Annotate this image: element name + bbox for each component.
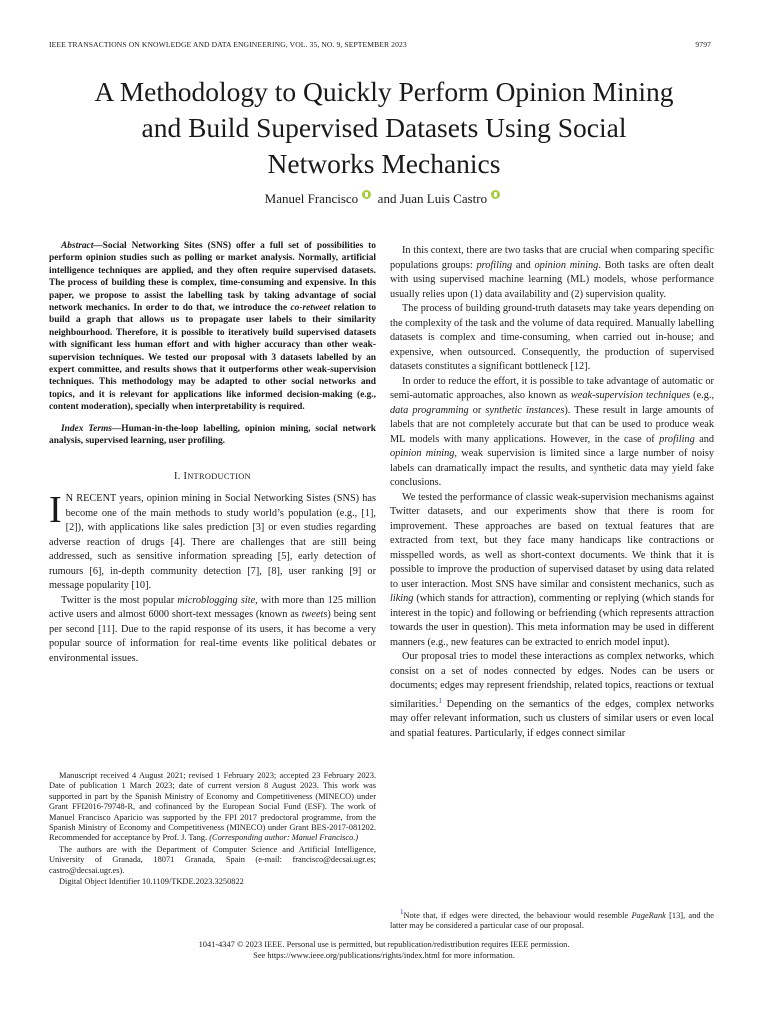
paragraph-text: In this context, there are two tasks that are crucial when comparing specific populations groups:: [390, 245, 714, 271]
emphasis: profiling: [659, 433, 695, 445]
body-paragraph: [390, 375, 714, 491]
section-name: NTRODUCTION: [187, 471, 251, 481]
section-heading: [49, 470, 376, 485]
paper-title: [40, 74, 728, 182]
author-joiner: and: [377, 191, 397, 206]
paragraph-text: In order to reduce the effort, it is possible to take advantage of automatic or semi-automatic approaches, also known as: [390, 375, 714, 401]
copyright-line: 1041-4347 © 2023 IEEE. Personal use is permitted, but republication/redistribution requires IEEE permission.: [198, 940, 570, 949]
paragraph-text: and: [699, 433, 715, 445]
footnote-text: Note that, if edges were directed, the behaviour would resemble: [403, 911, 629, 920]
paragraph-text: Twitter is the most popular: [61, 594, 175, 606]
title-line: Networks Mechanics: [267, 148, 501, 179]
corresponding-author: (Corresponding author: Manuel Francisco.): [209, 833, 359, 843]
emphasis: data programming: [390, 404, 469, 416]
intro-paragraph: [49, 594, 376, 667]
right-column: [390, 244, 714, 741]
author-name: Juan Luis Castro: [399, 191, 488, 206]
orcid-icon[interactable]: [491, 190, 500, 199]
abstract-text: relation to build a graph that allows us to propagate user labels to their similarity neighbourhood. Therefore, it is possible to iteratively build supervised datasets with significant less human effort and with higher accuracy than other weak-supervision techniques. We tested our proposal with 3 datasets labelled by an expert committee, and results shows that it outperforms other weak-supervision techniques. This methodology may be adapted to other social networks and topics, and it is relevant for applications like informed decision-making (e.g., content moderation), specially when interpretability is required.: [49, 303, 377, 413]
emphasis: tweets: [301, 609, 328, 620]
orcid-icon[interactable]: [362, 190, 371, 199]
paragraph-text: (e.g.,: [693, 390, 715, 401]
affiliation-note: The authors are with the Department of Computer Science and Artificial Intelligence, University of Granada, 18071 Granada, Spain (e-mail: francisco@decsai.ugr.es; castro@decsai.ugr.es).: [49, 844, 376, 875]
emphasis: opinion mining: [534, 259, 599, 271]
body-paragraph: The process of building ground-truth datasets may take years depending on the complexity of the task and the volume of data required. Manually labelling datasets is complex and time-consuming, when carried out in-house; and expensive, when outsourced. Consequently, the production of supervised datasets constitutes a significant bottleneck [12].: [390, 303, 714, 372]
paragraph-text: ). These result in large amounts of labels that are not completely accurate but that can be used to produce weak ML models with many applications. However, in the case of: [390, 404, 714, 445]
emphasis: profiling: [476, 259, 513, 271]
paragraph-text: or: [472, 404, 482, 416]
footnote-marker[interactable]: 1: [438, 696, 442, 705]
abstract-text: Social Networking Sites (SNS) offer a full set of possibilities to perform opinion studies such as polling or market analysis. Normally, artificial intelligence techniques are applied, and they often require supervised datasets. The process of building these is complex, time-consuming and expensive. In this paper, we propose to assist the labelling task by taking advantage of social network mechanics. In order to do that, we introduce the: [49, 241, 376, 314]
body-paragraph: [390, 650, 714, 741]
paragraph-text: Depending on the semantics of the edges, complex networks may offer relevant information, such us clusters of similar users or even local and spatial features. Particularly, if edges connect similar: [390, 698, 714, 739]
footnote-number: 1: [400, 908, 404, 916]
body-paragraph: [390, 244, 714, 302]
paragraph-text: , with more than 125 million active users and almost 6000 short-text messages (known as: [49, 594, 376, 620]
section-initial: I: [183, 470, 188, 482]
footnote-text: Manuscript received 4 August 2021; revised 1 February 2023; accepted 23 February 2023. Date of publication 1 March 2023; date of current version 8 August 2023. This work was supported in part by the Spanish Ministry of Economy and Competitiveness (MINECO) under Grant FFI2016-79748-R, and cofinanced by the European Social Fund (ESF). The work of Manuel Francisco Aparicio was supported by the FPI 2017 predoctoral programme, from the Spanish Ministry of Economy and Competitiveness (MINECO) under Grant BES-2017-081202. Recommended for acceptance by Prof. J. Tang.: [49, 771, 376, 843]
section-number: I.: [173, 470, 181, 482]
author-list: [40, 190, 728, 207]
paragraph-text: We tested the performance of classic weak-supervision mechanisms against Twitter datasets, and our experiments show that there is room for improvement. These approaches are based on textual features that are extracted from text, but they face many handicaps like contractions or misspelled words, as well as short-context documents. We think that it is possible to improve the production of supervised dataset by using data related to user interaction. Most SNS have similar and consistent mechanics, such as: [390, 491, 714, 590]
paragraph-text: ) being sent per second [11]. Due to the rapid response of its users, it has become a very popular source of information for real-time events like political debates or environmental issues.: [49, 609, 377, 664]
abstract: Abstract—Social Networking Sites (SNS) offer a full set of possibilities to perform opinion studies such as polling or market analysis. Normally, artificial intelligence techniques are applied, and they often require supervised datasets. The process of building these is complex, time-consuming and expensive. In this paper, we propose to assist the labelling task by taking advantage of social network mechanics. In order to do that, we introduce the co-retweet relation to build a graph that allows us to propagate user labels to their similarity neighbourhood. Therefore, it is possible to iteratively build supervised datasets with significant less human effort and with higher accuracy than other weak-supervision techniques. We tested our proposal with 3 datasets labelled by an expert committee, and results shows that it outperforms other weak-supervision techniques. This methodology may be adapted to other social networks and topics, and it is relevant for applications like informed decision-making (e.g., content moderation), specially when interpretability is required.: [49, 241, 377, 413]
body-paragraph: [390, 491, 714, 651]
copyright-notice: [40, 939, 728, 961]
title-line: and Build Supervised Datasets Using Social: [141, 112, 627, 143]
manuscript-note: [49, 771, 376, 844]
author-name: Manuel Francisco: [264, 191, 359, 206]
paragraph-text: and: [515, 259, 531, 271]
paragraph-text: N RECENT years, opinion mining in Social Networking Sistes (SNS) has become one of the main methods to study world’s population (e.g., [1], [2]), with applications like sales prediction [3] or even studies regarding adverse reaction of drugs [4]. There are challenges that are still being addressed, such as sensitive information spreading [5], early detection of rumours [6], in-depth community detection [7], [8], user ranking [9] or message popularity [10].: [49, 493, 376, 591]
paragraph-text: , weak supervision is limited since a large number of noisy labels can dramatically impact the results, and synthetic data may yield fake conclusions.: [390, 448, 714, 488]
abstract-term: co-retweet: [290, 303, 331, 314]
paragraph-text: . Both tasks are often dealt with using supervised machine learning (ML) models, whose performance usually relies upon (1) data availability and (2) supervision quality.: [390, 259, 714, 300]
copyright-url[interactable]: See https://www.ieee.org/publications/rights/index.html for more information.: [253, 951, 515, 960]
running-header: [49, 40, 711, 54]
emphasis: liking: [390, 593, 414, 604]
index-terms: Index Terms—Human-in-the-loop labelling, opinion mining, social network analysis, supervised learning, user profiling.: [49, 423, 376, 447]
first-page-footnotes: [49, 771, 376, 888]
page-number: 9797: [695, 40, 711, 49]
abstract-label: Abstract: [61, 241, 94, 251]
title-line: A Methodology to Quickly Perform Opinion Mining: [94, 76, 674, 107]
emphasis: PageRank: [631, 911, 666, 920]
index-terms-text: Human-in-the-loop labelling, opinion mining, social network analysis, supervised learning, user profiling.: [49, 423, 376, 447]
emphasis: opinion mining: [390, 448, 455, 459]
left-column: [49, 240, 376, 666]
intro-paragraph: [49, 489, 376, 594]
column-footnote: [390, 907, 714, 932]
doi-note: Digital Object Identifier 10.1109/TKDE.2023.3250822: [59, 877, 244, 887]
index-terms-label: Index Terms: [61, 423, 112, 434]
paragraph-text: (which stands for attraction), commenting or replying (which stands for interest in the topic) and following or befriending (which represents attraction towards the user in question). This meta information may be used in different manners (e.g., new features can be extracted to enrich model input).: [390, 593, 715, 648]
emphasis: weak-supervision techniques: [570, 390, 691, 401]
emphasis: microblogging site: [177, 594, 256, 606]
emphasis: synthetic instances: [485, 404, 565, 416]
paragraph-text: Our proposal tries to model these interactions as complex networks, which consist on a set of nodes connected by edges. Nodes can be users or documents; edges may represent friendship, related topics, reactions or textual similarities.: [390, 651, 714, 710]
footnote-text: [13], and the latter may be considered a particular case of our proposal.: [390, 911, 715, 931]
drop-cap: I: [49, 489, 62, 531]
journal-info: IEEE TRANSACTIONS ON KNOWLEDGE AND DATA ENGINEERING, VOL. 35, NO. 9, SEPTEMBER 2023: [49, 40, 407, 49]
